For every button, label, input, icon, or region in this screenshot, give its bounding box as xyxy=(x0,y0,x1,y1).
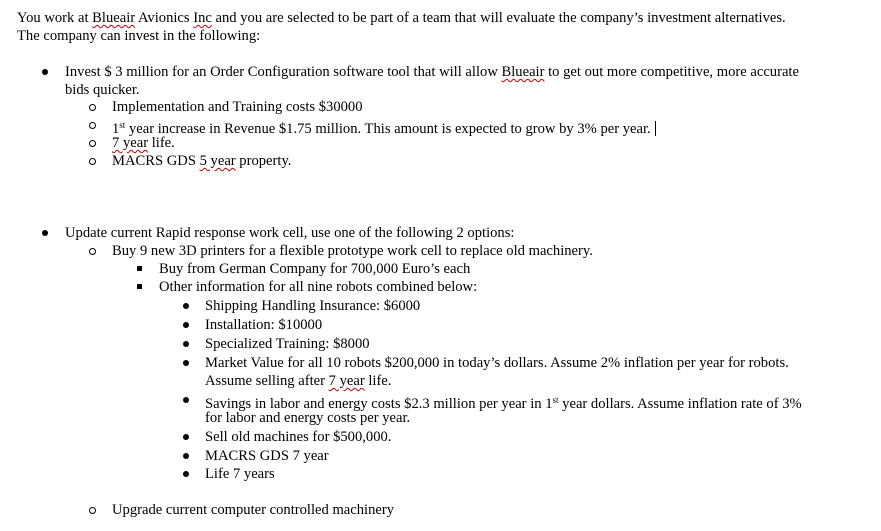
macrs-years: 5 year xyxy=(199,153,236,169)
bullet-disc-icon xyxy=(42,69,48,75)
detail-shipping: Shipping Handling Insurance: $6000 xyxy=(205,298,421,314)
market-value-text: life. xyxy=(364,373,392,389)
detail-macrs: MACRS GDS 7 year xyxy=(205,448,329,464)
detail-market-value-1: Market Value for all 10 robots $200,000 in today’s dollars. Assume 2% inflation per year for robots. xyxy=(205,355,789,371)
option2-a-other-info: Other information for all nine robots combined below: xyxy=(159,279,478,295)
detail-training: Specialized Training: $8000 xyxy=(205,336,370,352)
bullet-disc-icon xyxy=(183,471,189,477)
option2-a-german: Buy from German Company for 700,000 Euro’s each xyxy=(159,261,471,277)
macrs-text: property. xyxy=(235,153,292,169)
revenue-text: year increase in Revenue $1.75 million. This amount is expected to grow by 3% per year. xyxy=(125,121,651,137)
text-cursor xyxy=(655,121,656,136)
bullet-circle-icon xyxy=(89,507,96,514)
bullet-disc-icon xyxy=(183,434,189,440)
bullet-disc-icon xyxy=(183,322,189,328)
life-text: life. xyxy=(148,135,175,151)
bullet-disc-icon xyxy=(183,397,189,403)
intro-line-1 xyxy=(17,9,786,27)
savings-text: Savings in labor and energy costs $2.3 million per year in 1 xyxy=(205,396,553,412)
intro-text: Avionics xyxy=(135,10,194,26)
bullet-disc-icon xyxy=(42,230,48,236)
bullet-disc-icon xyxy=(183,303,189,309)
detail-life: Life 7 years xyxy=(205,466,275,482)
bullet-disc-icon xyxy=(183,360,189,366)
intro-line-2: The company can invest in the following: xyxy=(17,28,261,44)
superscript: st xyxy=(552,395,559,405)
option1-life xyxy=(112,134,175,152)
market-value-text: Assume selling after xyxy=(205,373,329,389)
option1-text: to get out more competitive, more accurate xyxy=(544,64,799,80)
option1-line-2: bids quicker. xyxy=(65,82,140,98)
life-years: 7 year xyxy=(112,135,149,151)
bullet-circle-icon xyxy=(89,248,96,255)
detail-installation: Installation: $10000 xyxy=(205,317,323,333)
option1-line-1 xyxy=(65,63,799,81)
macrs-text: MACRS GDS xyxy=(112,153,200,169)
life-years: 7 year xyxy=(328,373,365,389)
superscript: st xyxy=(119,120,126,130)
company-suffix: Inc xyxy=(193,10,212,26)
option2-b-label: Upgrade current computer controlled machinery xyxy=(112,502,395,518)
option1-implementation: Implementation and Training costs $30000 xyxy=(112,99,363,115)
savings-text: year dollars. Assume inflation rate of 3% xyxy=(558,396,802,412)
option1-macrs xyxy=(112,152,291,170)
bullet-circle-icon xyxy=(89,122,96,129)
bullet-circle-icon xyxy=(89,104,96,111)
bullet-circle-icon xyxy=(89,140,96,147)
option2-heading: Update current Rapid response work cell, use one of the following 2 options: xyxy=(65,225,515,241)
bullet-disc-icon xyxy=(183,341,189,347)
detail-sell-old: Sell old machines for $500,000. xyxy=(205,429,392,445)
company-name: Blueair xyxy=(92,10,136,26)
revenue-year-number: 1 xyxy=(112,121,120,137)
intro-text: and you are selected to be part of a team that will evaluate the company’s investment alternatives. xyxy=(211,10,786,26)
bullet-square-icon xyxy=(137,266,142,271)
company-name: Blueair xyxy=(501,64,545,80)
option2-a-label: Buy 9 new 3D printers for a flexible prototype work cell to replace old machinery. xyxy=(112,243,593,259)
option1-revenue xyxy=(112,116,656,138)
bullet-circle-icon xyxy=(89,158,96,165)
bullet-disc-icon xyxy=(183,453,189,459)
intro-text: You work at xyxy=(17,10,93,26)
option1-text: Invest $ 3 million for an Order Configuration software tool that will allow xyxy=(65,64,502,80)
detail-savings-2: for labor and energy costs per year. xyxy=(205,410,411,426)
detail-market-value-2 xyxy=(205,372,391,390)
bullet-square-icon xyxy=(137,284,142,289)
